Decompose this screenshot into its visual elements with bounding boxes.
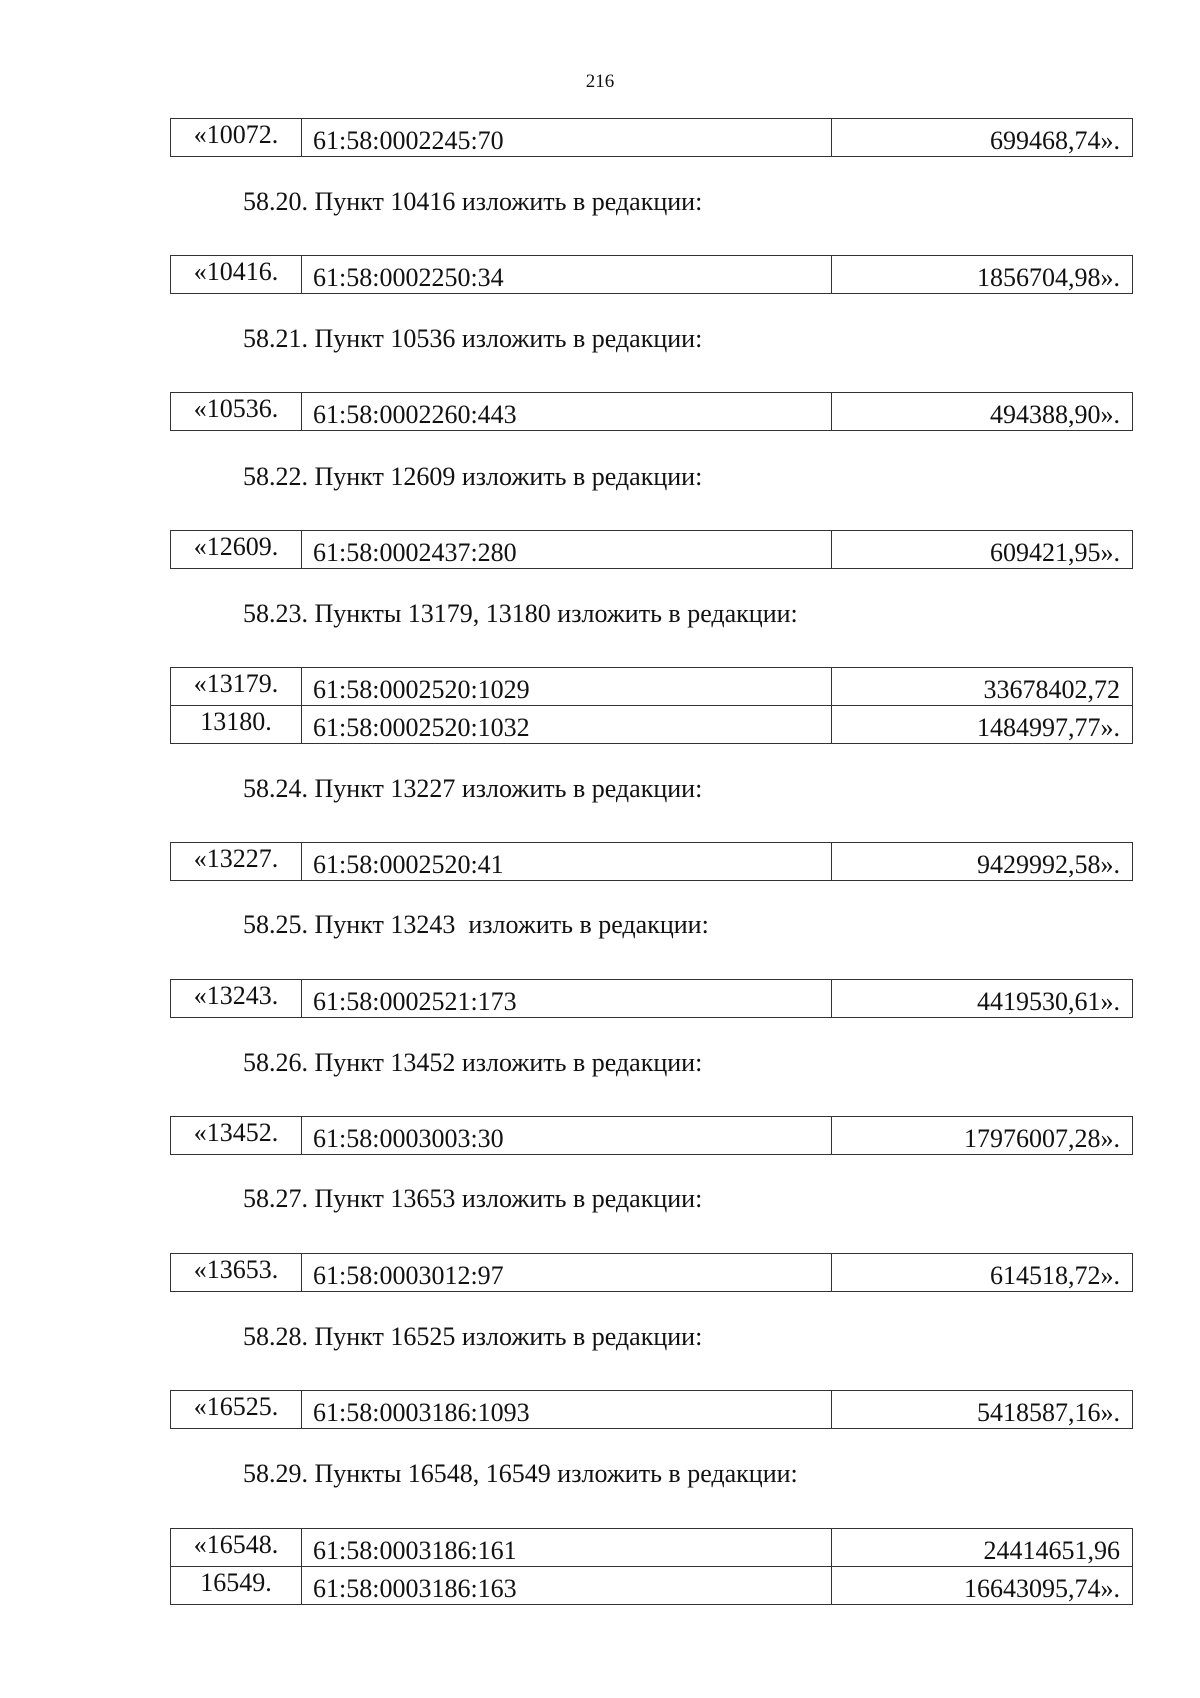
item-number-cell: «13452.	[171, 1117, 302, 1155]
item-number-cell: «13653.	[171, 1254, 302, 1292]
cadastral-value-cell: 1856704,98».	[832, 256, 1133, 294]
item-number-cell: 13180.	[171, 706, 302, 744]
item-number-cell: «13227.	[171, 843, 302, 881]
amendment-instruction: 58.26. Пункт 13452 изложить в редакции:	[243, 1048, 703, 1077]
cadastral-value-cell: 24414651,96	[832, 1529, 1133, 1567]
table-row	[171, 1529, 1133, 1567]
cadastral-value-cell: 4419530,61».	[832, 980, 1133, 1018]
amendment-instruction: 58.28. Пункт 16525 изложить в редакции:	[243, 1322, 703, 1351]
amendment-table	[170, 118, 1133, 157]
table-row	[171, 980, 1133, 1018]
cadastral-number-cell: 61:58:0003186:163	[302, 1567, 832, 1605]
cadastral-number-cell: 61:58:0003012:97	[302, 1254, 832, 1292]
amendment-table	[170, 530, 1133, 569]
table-row	[171, 531, 1133, 569]
amendment-table	[170, 667, 1133, 744]
cadastral-number-cell: 61:58:0003186:1093	[302, 1391, 832, 1429]
item-number-cell: «10416.	[171, 256, 302, 294]
amendment-instruction: 58.22. Пункт 12609 изложить в редакции:	[243, 462, 703, 491]
amendment-table	[170, 392, 1133, 431]
amendment-instruction: 58.21. Пункт 10536 изложить в редакции:	[243, 324, 703, 353]
amendment-instruction: 58.27. Пункт 13653 изложить в редакции:	[243, 1184, 703, 1213]
cadastral-value-cell: 494388,90».	[832, 393, 1133, 431]
table-row	[171, 706, 1133, 744]
cadastral-value-cell: 9429992,58».	[832, 843, 1133, 881]
amendment-table	[170, 1528, 1133, 1605]
table-row	[171, 1391, 1133, 1429]
table-row	[171, 1117, 1133, 1155]
table-row	[171, 256, 1133, 294]
item-number-cell: «16548.	[171, 1529, 302, 1567]
cadastral-number-cell: 61:58:0002521:173	[302, 980, 832, 1018]
amendment-instruction: 58.29. Пункты 16548, 16549 изложить в редакции:	[243, 1459, 798, 1488]
item-number-cell: «10536.	[171, 393, 302, 431]
cadastral-value-cell: 33678402,72	[832, 668, 1133, 706]
cadastral-number-cell: 61:58:0002250:34	[302, 256, 832, 294]
cadastral-value-cell: 5418587,16».	[832, 1391, 1133, 1429]
cadastral-value-cell: 17976007,28».	[832, 1117, 1133, 1155]
cadastral-number-cell: 61:58:0003003:30	[302, 1117, 832, 1155]
item-number-cell: 16549.	[171, 1567, 302, 1605]
amendment-table	[170, 1116, 1133, 1155]
amendment-table	[170, 1390, 1133, 1429]
cadastral-value-cell: 16643095,74».	[832, 1567, 1133, 1605]
table-row	[171, 1254, 1133, 1292]
item-number-cell: «12609.	[171, 531, 302, 569]
cadastral-number-cell: 61:58:0002520:41	[302, 843, 832, 881]
cadastral-number-cell: 61:58:0002260:443	[302, 393, 832, 431]
cadastral-number-cell: 61:58:0003186:161	[302, 1529, 832, 1567]
amendment-table	[170, 842, 1133, 881]
amendment-table	[170, 979, 1133, 1018]
amendment-instruction: 58.23. Пункты 13179, 13180 изложить в редакции:	[243, 599, 798, 628]
cadastral-value-cell: 699468,74».	[832, 119, 1133, 157]
table-row	[171, 668, 1133, 706]
cadastral-number-cell: 61:58:0002245:70	[302, 119, 832, 157]
amendment-instruction: 58.24. Пункт 13227 изложить в редакции:	[243, 774, 703, 803]
item-number-cell: «16525.	[171, 1391, 302, 1429]
cadastral-number-cell: 61:58:0002520:1032	[302, 706, 832, 744]
cadastral-number-cell: 61:58:0002520:1029	[302, 668, 832, 706]
table-row	[171, 1567, 1133, 1605]
cadastral-value-cell: 609421,95».	[832, 531, 1133, 569]
table-row	[171, 119, 1133, 157]
cadastral-number-cell: 61:58:0002437:280	[302, 531, 832, 569]
table-row	[171, 393, 1133, 431]
item-number-cell: «10072.	[171, 119, 302, 157]
amendment-instruction: 58.25. Пункт 13243 изложить в редакции:	[243, 910, 709, 939]
amendment-table	[170, 255, 1133, 294]
item-number-cell: «13179.	[171, 668, 302, 706]
item-number-cell: «13243.	[171, 980, 302, 1018]
page-number: 216	[585, 71, 615, 92]
cadastral-value-cell: 1484997,77».	[832, 706, 1133, 744]
table-row	[171, 843, 1133, 881]
cadastral-value-cell: 614518,72».	[832, 1254, 1133, 1292]
amendment-table	[170, 1253, 1133, 1292]
amendment-instruction: 58.20. Пункт 10416 изложить в редакции:	[243, 187, 703, 216]
